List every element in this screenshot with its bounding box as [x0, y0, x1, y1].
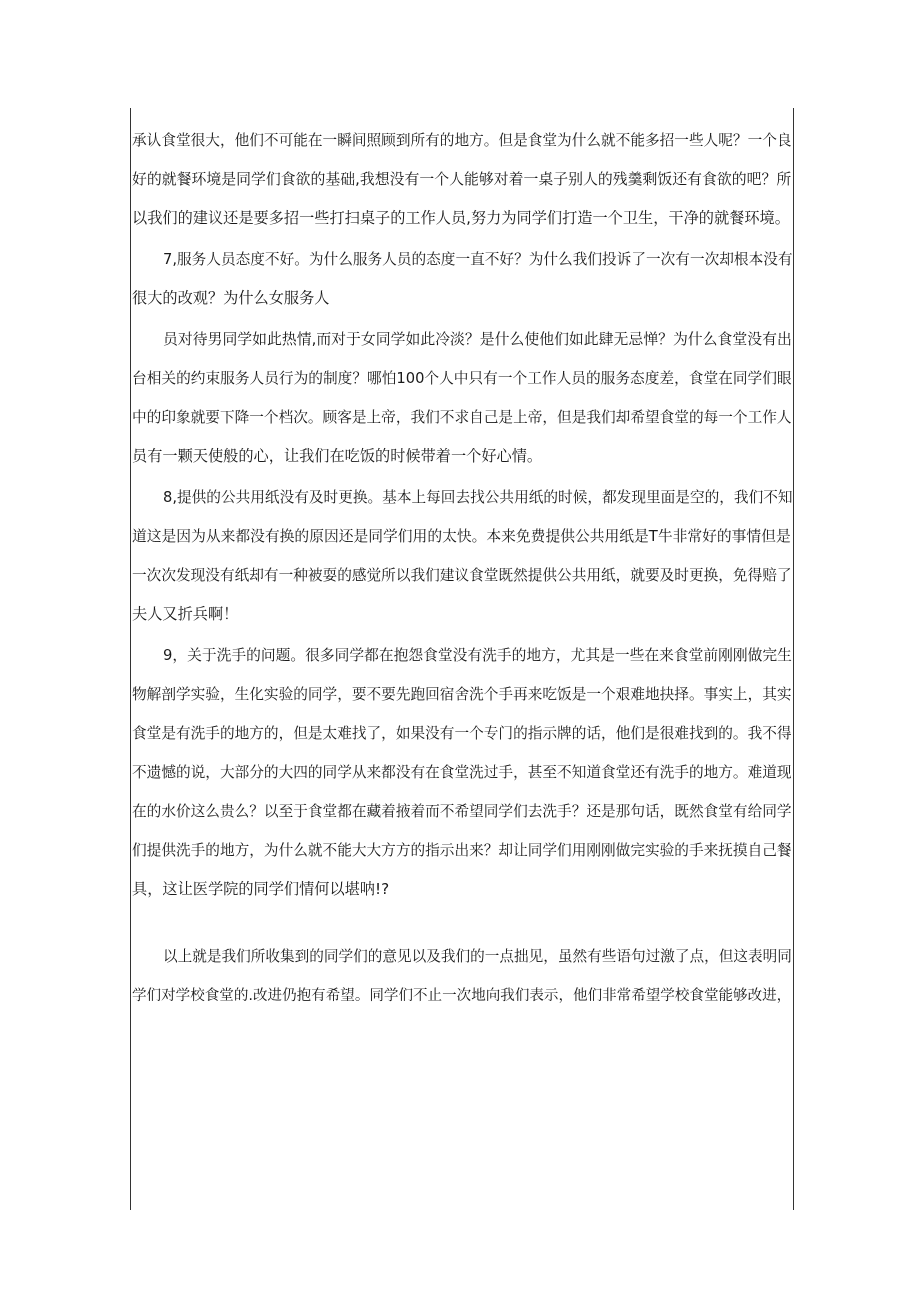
text-line: 以上就是我们所收集到的同学们的意见以及我们的一点拙见，虽然有些语句过激了点，但这表明同 — [163, 948, 792, 965]
text-line: 不遗憾的说，大部分的大四的同学从来都没有在食堂洗过手，甚至不知道食堂还有洗手的地方。难道现 — [132, 764, 792, 781]
text-line: 员对待男同学如此热情,而对于女同学如此冷淡？是什么使他们如此肆无忌惮？为什么食堂没有出 — [163, 330, 792, 348]
paragraph-item-7-continued — [132, 320, 791, 476]
text-line: 食堂是有洗手的地方的，但是太难找了，如果没有一个专门的指示牌的话，他们是很难找到的。我不得 — [132, 725, 792, 742]
paragraph-item-9 — [132, 636, 791, 909]
text-line: 们提供洗手的地方，为什么就不能大大方方的指示出来？却让同学们用刚刚做完实验的手来抚摸自己餐 — [132, 842, 792, 859]
text-line: 8,提供的公共用纸没有及时更换。基本上每回去找公共用纸的时候，都发现里面是空的，我们不知 — [163, 489, 793, 506]
text-line: 员有一颗天使般的心，让我们在吃饭的时候带着一个好心情。 — [132, 447, 543, 465]
text-line: 夫人又折兵啊！ — [132, 605, 239, 623]
paragraph-item-8 — [132, 478, 791, 634]
text-line: 学们对学校食堂的.改进仍抱有希望。同学们不止一次地向我们表示，他们非常希望学校食堂能够改进， — [132, 987, 792, 1004]
paragraph-conclusion — [132, 937, 791, 1015]
paragraph-continuation — [132, 121, 791, 238]
text-line: 一次次发现没有纸却有一种被耍的感觉所以我们建议食堂既然提供公共用纸，就要及时更换，免得赔了 — [132, 567, 792, 584]
text-line: 7,服务人员态度不好。为什么服务人员的态度一直不好？为什么我们投诉了一次有一次却根本没有 — [163, 251, 793, 268]
text-line: 9，关于洗手的问题。很多同学都在抱怨食堂没有洗手的地方，尤其是一些在来食堂前刚刚做完生 — [163, 647, 792, 664]
text-line: 承认食堂很大，他们不可能在一瞬间照顾到所有的地方。但是食堂为什么就不能多招一些人呢？一个良 — [132, 132, 792, 149]
text-line: 物解剖学实验，生化实验的同学，要不要先跑回宿舍洗个手再来吃饭是一个艰难地抉择。事实上，其实 — [132, 686, 792, 703]
text-line: 好的就餐环境是同学们食欲的基础,我想没有一个人能够对着一桌子别人的残羹剩饭还有食欲的吧？所 — [132, 170, 792, 188]
left-margin-rule — [130, 108, 131, 1210]
right-margin-rule — [793, 108, 794, 1210]
text-line: 中的印象就要下降一个档次。顾客是上帝，我们不求自己是上帝，但是我们却希望食堂的每一个工作人 — [132, 409, 792, 426]
text-line: 道这是因为从来都没有换的原因还是同学们用的太快。本来免费提供公共用纸是T牛非常好的事情但是 — [132, 528, 791, 545]
text-line: 具，这让医学院的同学们情何以堪呐!? — [132, 880, 390, 898]
paragraph-item-7 — [132, 240, 791, 318]
text-line: 在的水价这么贵么？以至于食堂都在藏着掖着而不希望同学们去洗手？还是那句话，既然食堂有给同学 — [132, 803, 792, 820]
text-line: 很大的改观？为什么女服务人 — [132, 289, 330, 307]
document-body — [132, 121, 791, 1015]
text-line: 以我们的建议还是要多招一些打扫桌子的工作人员,努力为同学们打造一个卫生，干净的就餐环境。 — [132, 209, 790, 227]
text-line: 台相关的约束服务人员行为的制度？哪怕100个人中只有一个工作人员的服务态度差，食堂在同学们眼 — [132, 370, 792, 387]
